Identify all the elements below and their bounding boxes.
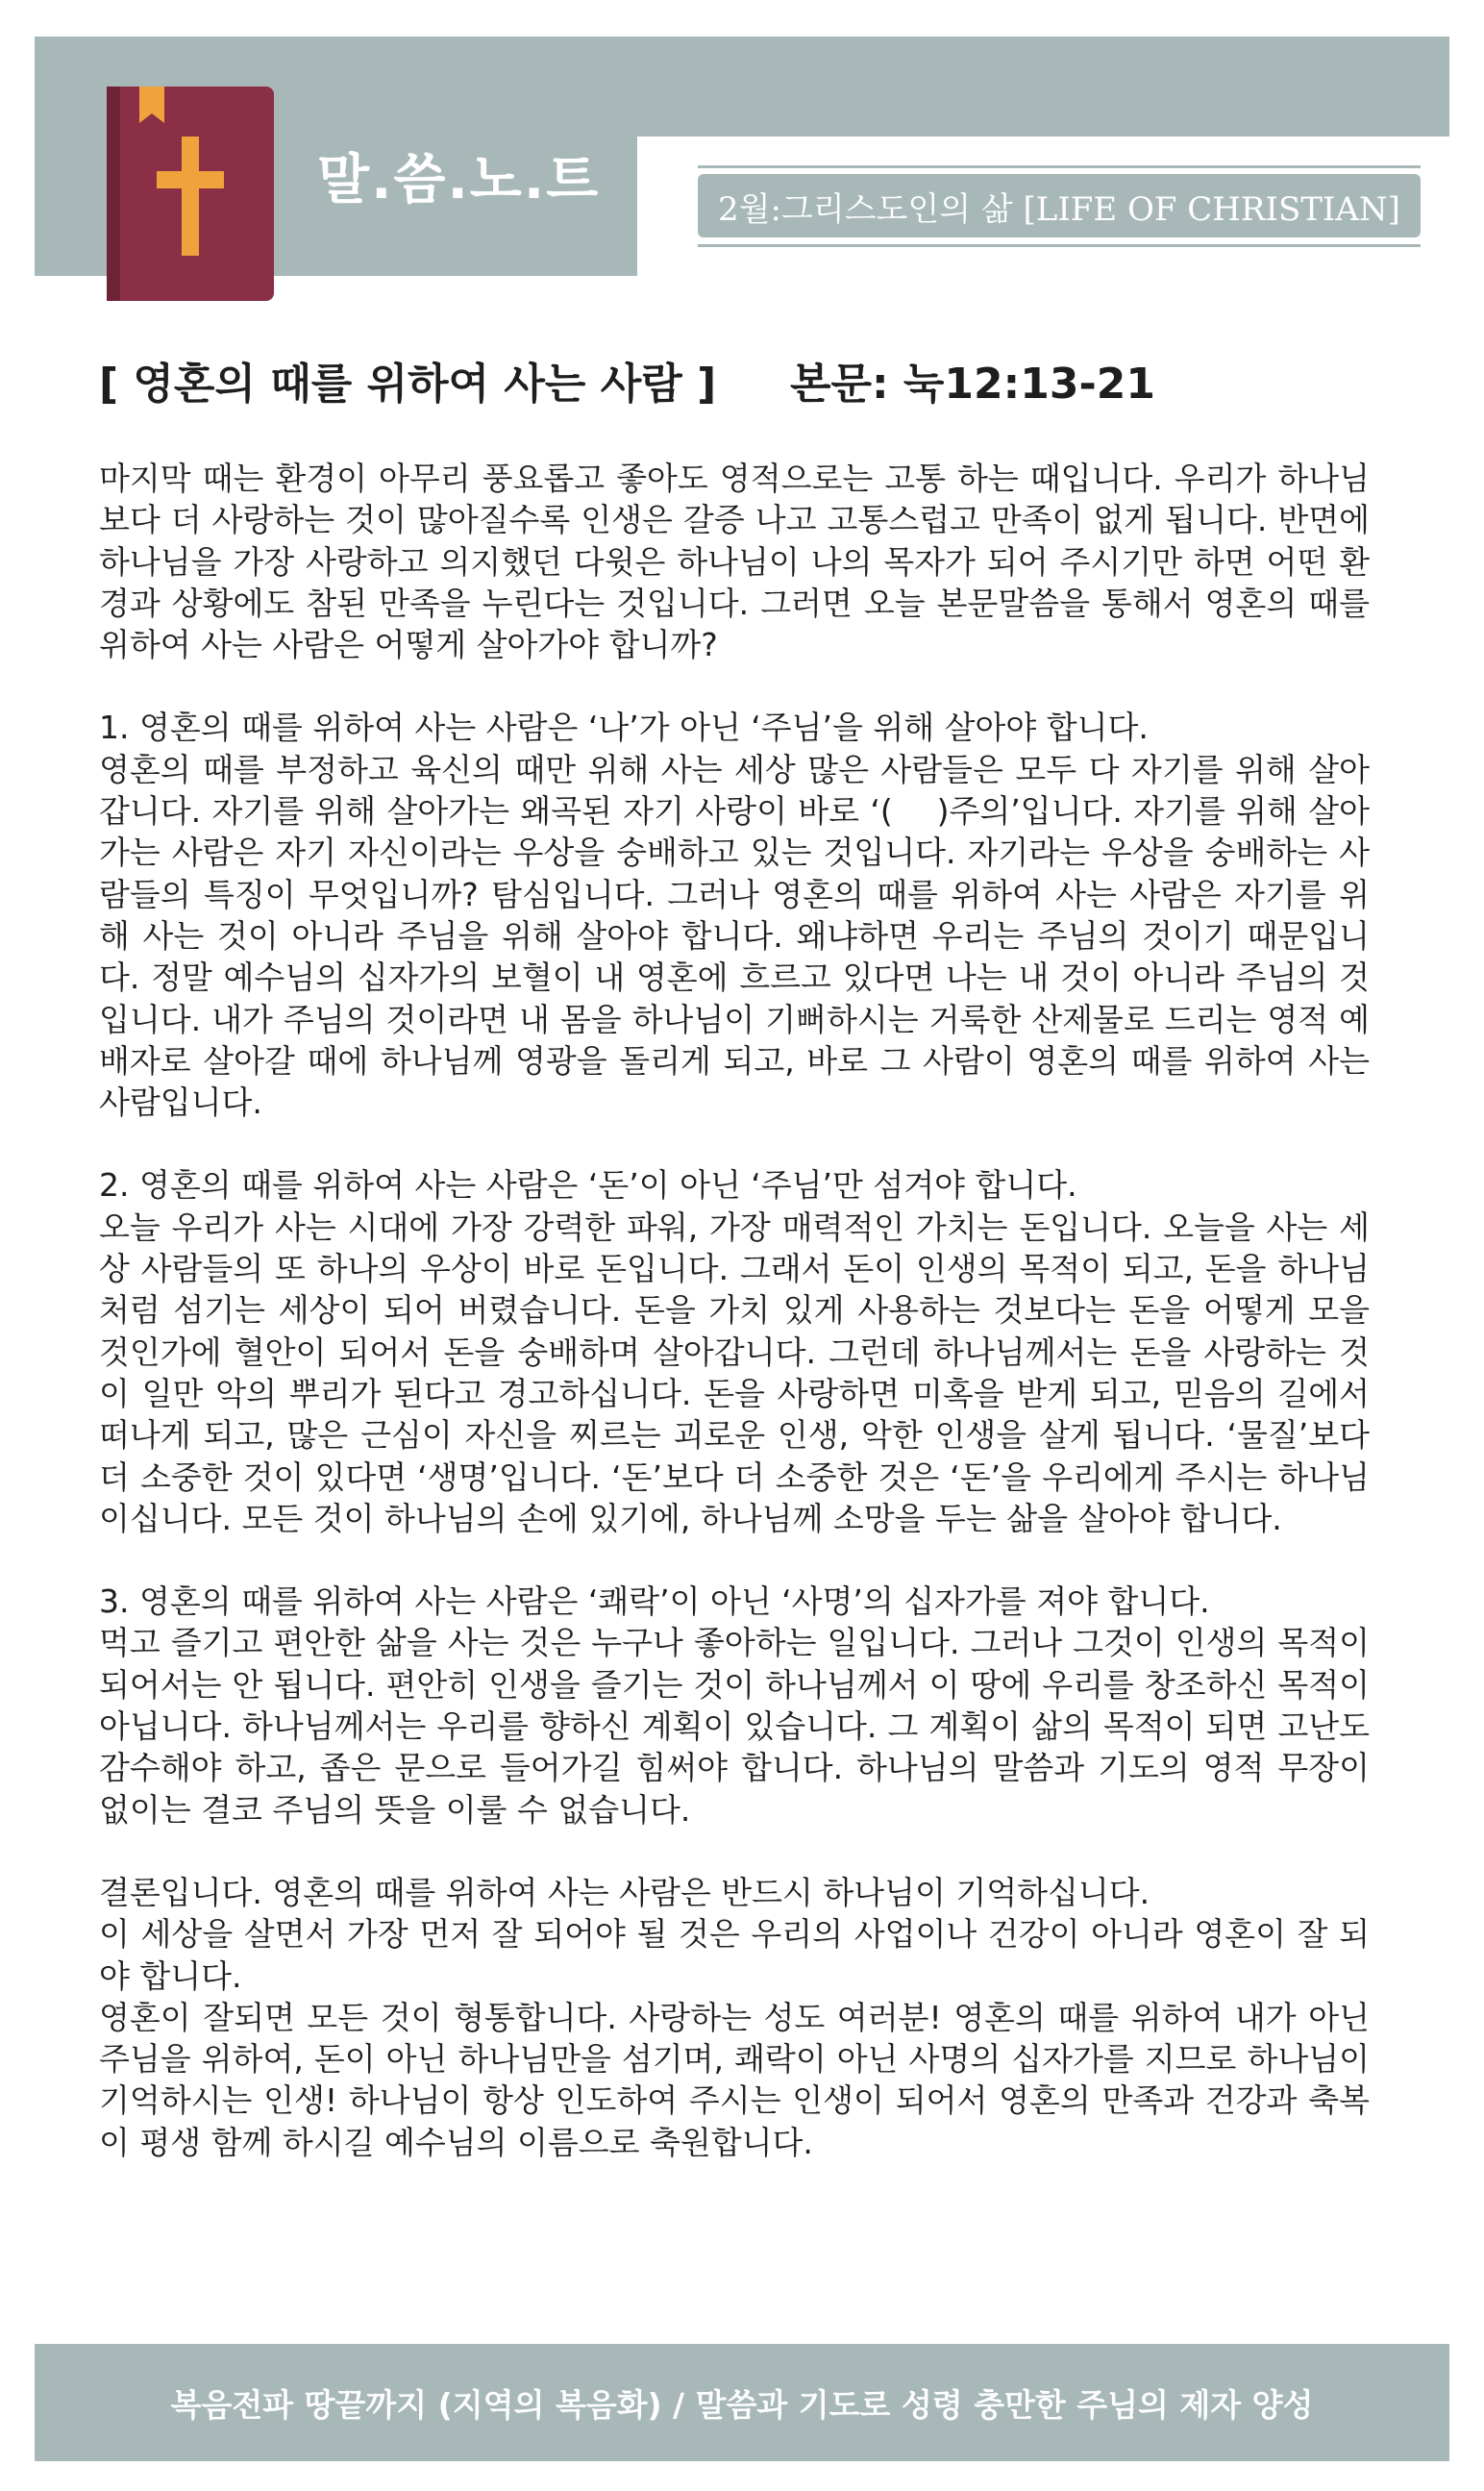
sermon-body	[99, 458, 1370, 2163]
topic-rule	[698, 165, 1421, 168]
footer-band	[35, 2344, 1449, 2461]
point-2-heading: 2. 영혼의 때를 위하여 사는 사람은 ‘돈’이 아닌 ‘주님’만 섬겨야 합니다.	[99, 1166, 1077, 1205]
header-band-top	[637, 37, 1449, 137]
bible-cross-icon	[107, 87, 274, 301]
conclusion-heading: 결론입니다. 영혼의 때를 위하여 사는 사람은 반드시 하나님이 기억하십니다.	[99, 1873, 1150, 1911]
conclusion-text: 이 세상을 살면서 가장 먼저 잘 되어야 될 것은 우리의 사업이나 건강이 아니라 영혼이 잘 되야 합니다.	[99, 1915, 1370, 1995]
intro-paragraph: 마지막 때는 환경이 아무리 풍요롭고 좋아도 영적으로는 고통 하는 때입니다. 우리가 하나님보다 더 사랑하는 것이 많아질수록 인생은 갈증 나고 고통스럽고 만족이 없게 됩니다. 반면에 하나님을 가장 사랑하고 의지했던 다윗은 하나님이 나의 목자가 되어 주시기만 하면 어떤 환경과 상황에도 참된 만족을 누린다는 것입니다. 그러면 오늘 본문말씀을 통해서 영혼의 때를 위하여 사는 사람은 어떻게 살아가야 합니까?	[99, 460, 1370, 664]
header-title: 말.씀.노.트	[317, 149, 601, 212]
sermon-title: [ 영혼의 때를 위하여 사는 사람 ]	[99, 360, 717, 409]
point-3-heading: 3. 영혼의 때를 위하여 사는 사람은 ‘쾌락’이 아닌 ‘사명’의 십자가를 져야 합니다.	[99, 1582, 1210, 1621]
conclusion-text: 영혼이 잘되면 모든 것이 형통합니다. 사랑하는 성도 여러분! 영혼의 때를 위하여 내가 아닌 주님을 위하여, 돈이 아닌 하나님만을 섬기며, 쾌락이 아닌 사명의 십자가를 지므로 하나님이 기억하시는 인생! 하나님이 항상 인도하여 주시는 인생이 되어서 영혼의 만족과 건강과 축복이 평생 함께 하시길 예수님의 이름으로 축원합니다.	[99, 1998, 1370, 2161]
point-1-heading: 1. 영혼의 때를 위하여 사는 사람은 ‘나’가 아닌 ‘주님’을 위해 살아야 합니다.	[99, 709, 1149, 747]
point-3-text: 먹고 즐기고 편안한 삶을 사는 것은 누구나 좋아하는 일입니다. 그러나 그것이 인생의 목적이 되어서는 안 됩니다. 편안히 인생을 즐기는 것이 하나님께서 이 땅에 우리를 창조하신 목적이 아닙니다. 하나님께서는 우리를 향하신 계획이 있습니다. 그 계획이 삶의 목적이 되면 고난도 감수해야 하고, 좁은 문으로 들어가길 힘써야 합니다. 하나님의 말씀과 기도의 영적 무장이 없이는 결코 주님의 뜻을 이룰 수 없습니다.	[99, 1624, 1370, 1829]
point-2-text: 오늘 우리가 사는 시대에 가장 강력한 파워, 가장 매력적인 가치는 돈입니다. 오늘을 사는 세상 사람들의 또 하나의 우상이 바로 돈입니다. 그래서 돈이 인생의 목적이 되고, 돈을 하나님처럼 섬기는 세상이 되어 버렸습니다. 돈을 가치 있게 사용하는 것보다는 돈을 어떻게 모을 것인가에 혈안이 되어서 돈을 숭배하며 살아갑니다. 그런데 하나님께서는 돈을 사랑하는 것이 일만 악의 뿌리가 된다고 경고하십니다. 돈을 사랑하면 미혹을 받게 되고, 믿음의 길에서 떠나게 되고, 많은 근심이 자신을 찌르는 괴로운 인생, 악한 인생을 살게 됩니다. ‘물질’보다 더 소중한 것이 있다면 ‘생명’입니다. ‘돈’보다 더 소중한 것은 ‘돈’을 우리에게 주시는 하나님이십니다. 모든 것이 하나님의 손에 있기에, 하나님께 소망을 두는 삶을 살아야 합니다.	[99, 1208, 1370, 1537]
point-1-text: 영혼의 때를 부정하고 육신의 때만 위해 사는 세상 많은 사람들은 모두 다 자기를 위해 살아갑니다. 자기를 위해 살아가는 왜곡된 자기 사랑이 바로 ‘( )주의’입니다. 자기를 위해 살아가는 사람은 자기 자신이라는 우상을 숭배하고 있는 것입니다. 자기라는 우상을 숭배하는 사람들의 특징이 무엇입니까? 탐심입니다. 그러나 영혼의 때를 위하여 사는 사람은 자기를 위해 사는 것이 아니라 주님을 위해 살아야 합니다. 왜냐하면 우리는 주님의 것이기 때문입니다. 정말 예수님의 십자가의 보혈이 내 영혼에 흐르고 있다면 나는 내 것이 아니라 주님의 것입니다. 내가 주님의 것이라면 내 몸을 하나님이 기뻐하시는 거룩한 산제물로 드리는 영적 예배자로 살아갈 때에 하나님께 영광을 돌리게 되고, 바로 그 사람이 영혼의 때를 위하여 사는 사람입니다.	[99, 750, 1370, 1122]
topic-label: 2월:그리스도인의 삶 [LIFE OF CHRISTIAN]	[698, 174, 1421, 237]
topic-rule	[698, 244, 1421, 247]
footer-motto: 복음전파 땅끝까지 (지역의 복음화) / 말씀과 기도로 성령 충만한 주님의 제자 양성	[170, 2385, 1314, 2424]
scripture-reference: 본문: 눅12:13-21	[790, 360, 1155, 409]
